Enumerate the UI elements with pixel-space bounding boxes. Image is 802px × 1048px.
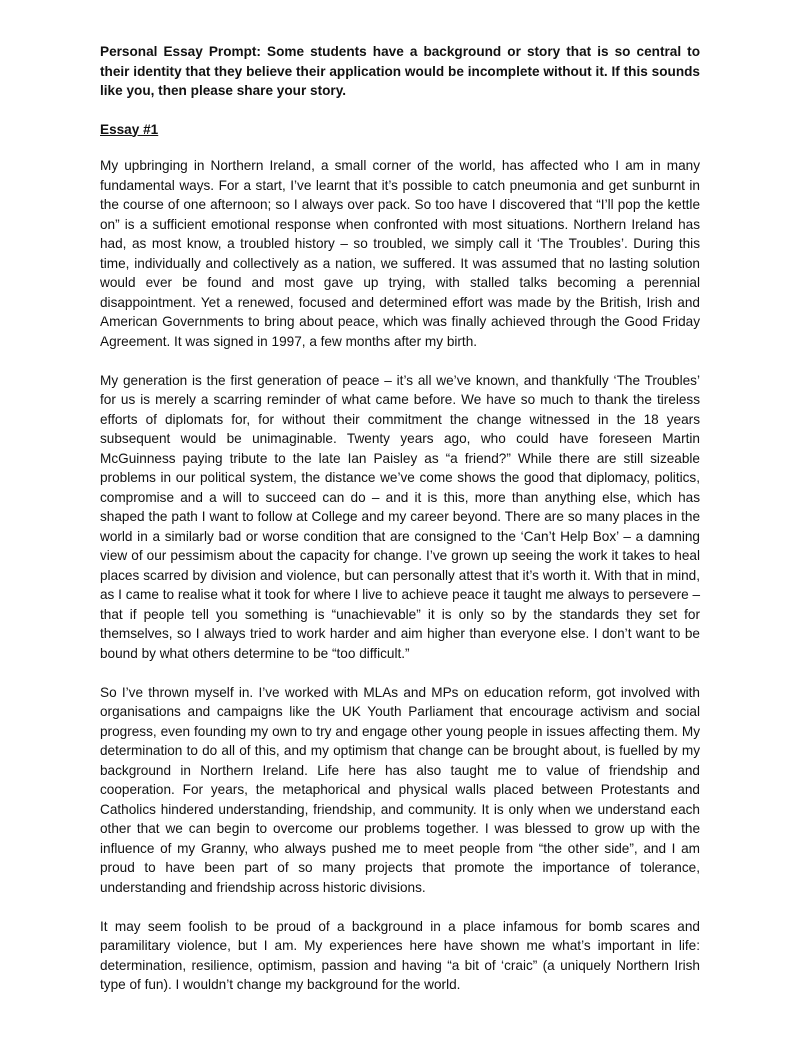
essay-paragraph: So I’ve thrown myself in. I’ve worked with MLAs and MPs on education reform, got involved with organisations and campaigns like the UK Youth Parliament that encourage activism and social progress, even founding my own to try and engage other young people in issues affecting them. My determination to do all of this, and my optimism that change can be brought about, is fuelled by my background in Northern Ireland. Life here has also taught me to value of friendship and cooperation. For years, the metaphorical and physical walls placed between Protestants and Catholics hindered understanding, friendship, and community. It is only when we understand each other that we can begin to overcome our problems together. I was blessed to grow up with the influence of my Granny, who always pushed me to meet people from “the other side”, and I am proud to have been part of so many projects that promote the importance of tolerance, understanding and friendship across historic divisions. [100, 684, 700, 895]
essay-paragraph: My upbringing in Northern Ireland, a small corner of the world, has affected who I am in many fundamental ways. For a start, I’ve learnt that it’s possible to catch pneumonia and get sunburnt in the course of one afternoon; so I always over pack. So too have I discovered that “I’ll pop the kettle on” is a sufficient emotional response when confronted with most situations. Northern Ireland has had, as most know, a troubled history – so troubled, we simply call it ‘The Troubles’. During this time, individually and collectively as a nation, we suffered. It was assumed that no lasting solution would ever be found and most gave up trying, with stalled talks becoming a perennial disappointment. Yet a renewed, focused and determined effort was made by the British, Irish and American Governments to bring about peace, which was finally achieved through the Good Friday Agreement. It was signed in 1997, a few months after my birth. [100, 158, 700, 349]
essay-prompt: Personal Essay Prompt: Some students have a background or story that is so central to their identity that they believe their application would be incomplete without it. If this sounds like you, then please share your story. [100, 44, 700, 98]
document-page [100, 42, 700, 1014]
essay-paragraph: My generation is the first generation of peace – it’s all we’ve known, and thankfully ‘The Troubles’ for us is merely a scarring reminder of what came before. We have so much to thank the tireless efforts of diplomats for, for without their commitment the change witnessed in the 18 years subsequent would be unimaginable. Twenty years ago, who could have foreseen Martin McGuinness paying tribute to the late Ian Paisley as “a friend?” While there are still sizeable problems in our political system, the distance we’ve come shows the good that diplomacy, politics, compromise and a will to succeed can do – and it is this, more than anything else, which has shaped the path I want to follow at College and my career beyond. There are so many places in the world in a similarly bad or worse condition that are consigned to the ‘Can’t Help Box’ – a damning view of our pessimism about the capacity for change. I’ve grown up seeing the work it takes to heal places scarred by division and violence, but can personally attest that it’s worth it. With that in mind, as I came to realise what it took for where I live to achieve peace it taught me always to persevere – that if people tell you something is “unachievable” it is only so by the standards they set for themselves, so I always tried to work harder and aim higher than everyone else. I don’t want to be bound by what others determine to be “too difficult.” [100, 372, 700, 661]
essay-paragraph: It may seem foolish to be proud of a background in a place infamous for bomb scares and paramilitary violence, but I am. My experiences here have shown me what’s important in life: determination, resilience, optimism, passion and having “a bit of ‘craic” (a uniquely Northern Irish type of fun). I wouldn’t change my background for the world. [100, 918, 700, 992]
essay-heading: Essay #1 [100, 121, 159, 137]
